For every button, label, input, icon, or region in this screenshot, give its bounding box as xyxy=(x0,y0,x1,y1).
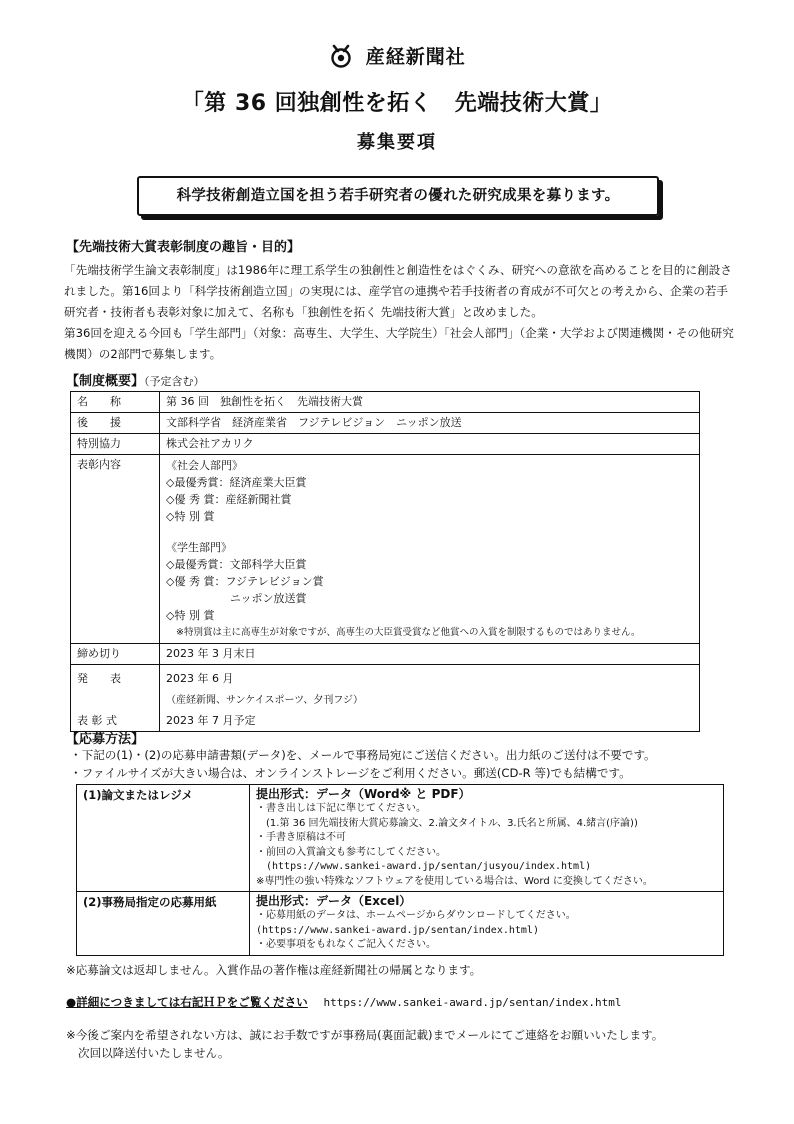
paper-line: ・書き出しは下記に準じてください。 xyxy=(256,803,426,814)
details-link[interactable]: https://www.sankei-award.jp/sentan/index.html xyxy=(323,996,622,1009)
announce-label: 発 表 xyxy=(71,665,160,712)
student-heading: 《学生部門》 xyxy=(166,541,232,554)
coop-label: 特別協力 xyxy=(71,434,160,455)
awards-note: ※特別賞は主に高専生が対象ですが、高専生の大臣賞受賞など他賞への入賞を制限するものではありません。 xyxy=(176,627,641,638)
table-row xyxy=(71,711,700,732)
awards-cell xyxy=(160,455,700,644)
announce-value: 2023 年 6 月 xyxy=(166,672,234,685)
table-row xyxy=(71,644,700,665)
name-label: 名 称 xyxy=(71,392,160,413)
form-cell xyxy=(250,892,724,956)
paper-label: (1)論文またはレジメ xyxy=(77,785,250,892)
return-note: ※応募論文は返却しません。入賞作品の著作権は産経新聞社の帰属となります。 xyxy=(66,963,482,977)
table-row xyxy=(77,892,724,956)
announce-media: （産経新聞、サンケイスポーツ、夕刊フジ） xyxy=(166,695,363,706)
coop-value: 株式会社アカリク xyxy=(160,434,700,455)
details-row xyxy=(66,994,621,1010)
ceremony-value: 2023 年 7 月予定 xyxy=(160,711,700,732)
paper-line: ・前回の入賞論文も参考にしてください。 xyxy=(256,846,446,858)
sankei-logo-icon xyxy=(328,43,354,69)
tagline-banner: 科学技術創造立国を担う若手研究者の優れた研究成果を募ります。 xyxy=(137,176,659,216)
table-row xyxy=(71,455,700,644)
details-label: ●詳細につきましては右記ＨＰをご覧ください xyxy=(66,995,308,1009)
purpose-heading: 【先端技術大賞表彰制度の趣旨・目的】 xyxy=(66,240,301,255)
support-value: 文部科学省 経済産業省 フジテレビジョン ニッポン放送 xyxy=(160,413,700,434)
table-row xyxy=(71,434,700,455)
table-row xyxy=(71,413,700,434)
overview-heading-note: （予定含む） xyxy=(144,375,205,388)
form-line: ・必要事項をもれなくご記入ください。 xyxy=(256,939,436,950)
student-award: ◇最優秀賞：文部科学大臣賞 xyxy=(166,558,307,571)
overview-heading xyxy=(66,370,205,389)
form-format: 提出形式：データ（Excel） xyxy=(256,894,412,908)
table-row xyxy=(71,665,700,712)
ceremony-label: 表 彰 式 xyxy=(71,711,160,732)
form-url[interactable]: (https://www.sankei-award.jp/sentan/index.html) xyxy=(256,924,539,936)
announce-cell xyxy=(160,665,700,712)
paper-line: ※専門性の強い特殊なソフトウェアを使用している場合は、Word に変換してください。 xyxy=(256,875,653,887)
student-award: ◇優 秀 賞：フジテレビジョン賞 xyxy=(166,575,324,588)
paper-line: ・手書き原稿は不可 xyxy=(256,832,346,843)
paper-format: 提出形式：データ（Word※ と PDF） xyxy=(256,787,471,801)
purpose-body: 「先端技術学生論文表彰制度」は1986年に理工系学生の独創性と創造性をはぐくみ、研究への意欲を高めることを目的に創設されました。第16回より「科学技術創造立国」の実現には、産学官の連携や若手技術者の育成が不可欠との考えから、企業の若手研究者・技術者も表彰対象に加えて、名称も「独創性を拓く 先端技術大賞」と改めました。 第36回を迎える今回も「学生部門」（対象：高専生、大学生、大学院生）「社会人部門」（企業・大学および関連機関・その他研究機関）の2部門で募集します。 xyxy=(64,263,734,361)
awards-label: 表彰内容 xyxy=(71,455,160,644)
overview-table xyxy=(70,391,700,732)
paper-line: (1.第 36 回先端技術大賞応募論文、2.論文タイトル、3.氏名と所属、4.緒言(序論)) xyxy=(266,817,638,829)
paper-url[interactable]: (https://www.sankei-award.jp/sentan/jusyou/index.html) xyxy=(266,861,592,872)
form-line: ・応募用紙のデータは、ホームページからダウンロードしてください。 xyxy=(256,910,576,921)
social-award: ◇最優秀賞：経済産業大臣賞 xyxy=(166,476,307,489)
form-label: (2)事務局指定の応募用紙 xyxy=(77,892,250,956)
page-title: 「第 36 回独創性を拓く 先端技術大賞」 xyxy=(181,91,613,116)
publisher-name: 産経新聞社 xyxy=(365,46,466,68)
name-value: 第 36 回 独創性を拓く 先端技術大賞 xyxy=(160,392,700,413)
social-heading: 《社会人部門》 xyxy=(166,459,243,472)
apply-bullet-2: ・ファイルサイズが大きい場合は、オンラインストレージをご利用ください。郵送(CD-R 等)でも結構です。 xyxy=(70,766,631,780)
deadline-value: 2023 年 3 月末日 xyxy=(160,644,700,665)
optout-line-2: 次回以降送付いたしません。 xyxy=(78,1046,230,1060)
header-logo-row xyxy=(0,42,794,69)
submission-table xyxy=(76,784,724,956)
optout-line-1: ※今後ご案内を希望されない方は、誠にお手数ですが事務局(裏面記載)までメールにてご連絡をお願いいたします。 xyxy=(66,1028,664,1042)
apply-bullet-1: ・下記の(1)・(2)の応募申請書類(データ)を、メールで事務局宛にご送信ください。出力紙のご送付は不要です。 xyxy=(70,748,656,762)
deadline-label: 締め切り xyxy=(71,644,160,665)
table-row xyxy=(77,785,724,892)
student-award-extra: ニッポン放送賞 xyxy=(230,592,307,605)
table-row xyxy=(71,392,700,413)
social-award: ◇特 別 賞 xyxy=(166,510,215,523)
overview-heading-text: 【制度概要】 xyxy=(66,374,145,389)
apply-heading: 【応募方法】 xyxy=(66,732,145,747)
social-award: ◇優 秀 賞：産経新聞社賞 xyxy=(166,493,292,506)
page-subtitle: 募集要項 xyxy=(357,132,437,153)
support-label: 後 援 xyxy=(71,413,160,434)
paper-cell xyxy=(250,785,724,892)
student-special-award: ◇特 別 賞 xyxy=(166,609,215,622)
